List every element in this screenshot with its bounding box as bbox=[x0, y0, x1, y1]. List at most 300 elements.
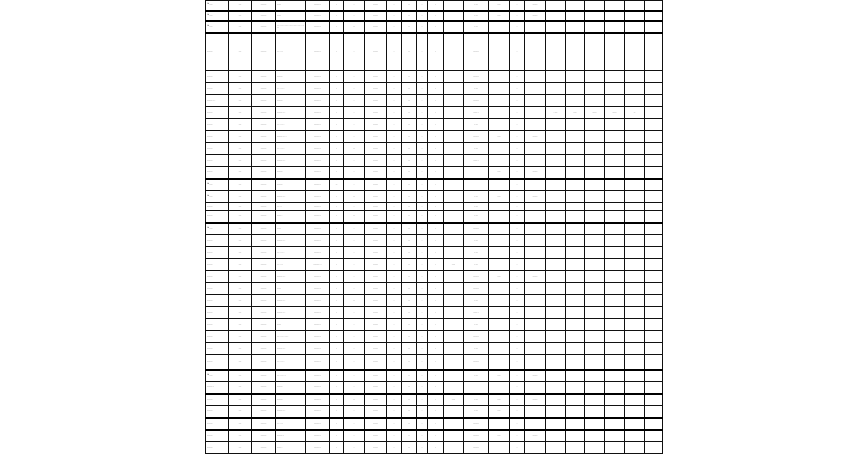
table-cell bbox=[444, 71, 464, 83]
table-cell: _ bbox=[417, 442, 428, 454]
table-cell: _______ _ bbox=[306, 370, 330, 382]
table-cell bbox=[444, 331, 464, 343]
table-cell: _ ___ bbox=[464, 191, 489, 203]
table-cell: _______ bbox=[252, 71, 276, 83]
table-cell bbox=[444, 370, 464, 382]
table-cell bbox=[525, 143, 546, 155]
table-cell: _______ bbox=[206, 271, 229, 283]
table-cell: _______ bbox=[206, 259, 229, 271]
table-cell bbox=[546, 95, 566, 107]
table-cell: _______ bbox=[252, 430, 276, 442]
table-cell: _______ _ bbox=[306, 155, 330, 167]
table-cell: _____ _ bbox=[464, 155, 489, 167]
table-cell: _ bbox=[387, 406, 402, 418]
table-cell: _______ bbox=[252, 167, 276, 179]
table-cell: _______ bbox=[252, 191, 276, 203]
table-cell: __ bbox=[402, 131, 417, 143]
table-cell: _ bbox=[417, 1, 428, 11]
table-cell: _ ___ bbox=[464, 406, 489, 418]
table-cell bbox=[625, 343, 645, 355]
table-cell bbox=[625, 271, 645, 283]
table-cell: ______ bbox=[365, 33, 387, 71]
table-cell: _ bbox=[387, 355, 402, 370]
table-cell: _ ___ bbox=[464, 21, 489, 33]
table-cell bbox=[585, 331, 605, 343]
table-cell bbox=[525, 307, 546, 319]
table-cell bbox=[585, 1, 605, 11]
table-cell: _ bbox=[387, 167, 402, 179]
table-cell: ______ bbox=[365, 331, 387, 343]
table-cell bbox=[625, 394, 645, 406]
table-cell: _______ bbox=[252, 1, 276, 11]
table-cell bbox=[525, 247, 546, 259]
table-cell: _ bbox=[510, 418, 525, 430]
data-table bbox=[205, 0, 663, 454]
table-cell: ______ bbox=[365, 430, 387, 442]
table-cell bbox=[605, 1, 625, 11]
table-cell: ______ bbox=[365, 155, 387, 167]
table-cell bbox=[489, 179, 510, 191]
table-cell: _______ bbox=[252, 179, 276, 191]
table-cell bbox=[625, 119, 645, 131]
table-cell bbox=[585, 307, 605, 319]
table-row bbox=[206, 319, 663, 331]
table-cell: _ bbox=[344, 71, 365, 83]
table-cell bbox=[605, 33, 625, 71]
table-cell: _ bbox=[428, 271, 444, 283]
table-cell bbox=[625, 83, 645, 95]
table-cell: _ bbox=[510, 143, 525, 155]
table-cell: _ bbox=[330, 143, 344, 155]
table-cell: _______ bbox=[252, 235, 276, 247]
table-cell: _______ bbox=[252, 319, 276, 331]
table-cell bbox=[625, 283, 645, 295]
table-row bbox=[206, 370, 663, 382]
table-cell: _ bbox=[428, 21, 444, 33]
table-cell: ___ bbox=[229, 179, 252, 191]
table-cell bbox=[625, 259, 645, 271]
table-cell: _______ bbox=[252, 271, 276, 283]
table-cell: _____ bbox=[276, 283, 306, 295]
table-cell bbox=[645, 331, 663, 343]
table-cell: __ bbox=[402, 235, 417, 247]
table-cell: _ bbox=[417, 235, 428, 247]
table-cell: _ _ _ _ _ bbox=[276, 259, 306, 271]
table-cell: _ bbox=[330, 394, 344, 406]
table-cell: _______ _ bbox=[306, 143, 330, 155]
table-cell: _ bbox=[428, 143, 444, 155]
table-cell bbox=[585, 430, 605, 442]
table-cell: _ bbox=[330, 355, 344, 370]
table-cell bbox=[605, 235, 625, 247]
table-cell: ____ bbox=[489, 1, 510, 11]
table-cell: _ ___ bbox=[546, 107, 566, 119]
table-cell: _ bbox=[330, 295, 344, 307]
table-cell: _ bbox=[510, 307, 525, 319]
table-cell bbox=[645, 406, 663, 418]
table-cell: _ bbox=[330, 211, 344, 223]
table-cell bbox=[566, 418, 585, 430]
table-cell bbox=[645, 223, 663, 235]
table-cell: _ bbox=[428, 95, 444, 107]
table-cell: _ bbox=[510, 406, 525, 418]
table-cell bbox=[585, 382, 605, 394]
table-cell: _______ bbox=[276, 95, 306, 107]
table-cell: _ bbox=[428, 191, 444, 203]
table-cell bbox=[525, 331, 546, 343]
table-cell bbox=[444, 355, 464, 370]
table-cell: Ld ____ bbox=[206, 370, 229, 382]
table-cell bbox=[546, 295, 566, 307]
table-cell: _ bbox=[510, 355, 525, 370]
table-cell bbox=[546, 382, 566, 394]
table-cell bbox=[566, 331, 585, 343]
table-cell: ___ bbox=[229, 211, 252, 223]
table-cell: _______ _ bbox=[306, 223, 330, 235]
table-cell: _______ _ bbox=[306, 71, 330, 83]
table-cell: ______ bbox=[365, 307, 387, 319]
table-cell: _ bbox=[428, 203, 444, 211]
table-cell: ______ bbox=[365, 319, 387, 331]
table-cell: _ bbox=[417, 247, 428, 259]
table-cell: _______ bbox=[464, 95, 489, 107]
table-cell bbox=[645, 107, 663, 119]
table-cell: Ld ____ bbox=[206, 223, 229, 235]
table-cell bbox=[585, 247, 605, 259]
table-cell: _____ bbox=[585, 107, 605, 119]
table-cell: _ bbox=[344, 119, 365, 131]
table-cell: _ bbox=[344, 442, 365, 454]
table-cell: _ bbox=[330, 307, 344, 319]
table-cell: _ bbox=[510, 394, 525, 406]
table-cell bbox=[585, 167, 605, 179]
table-cell: _______ bbox=[464, 283, 489, 295]
table-cell: _ bbox=[510, 331, 525, 343]
table-cell bbox=[585, 370, 605, 382]
table-cell bbox=[566, 370, 585, 382]
table-cell: _______ bbox=[206, 211, 229, 223]
table-cell bbox=[566, 143, 585, 155]
table-cell: ___ bbox=[229, 21, 252, 33]
table-cell: _______ bbox=[206, 155, 229, 167]
table-cell bbox=[525, 283, 546, 295]
table-cell: ______ bbox=[365, 442, 387, 454]
table-cell: _______ _ _ bbox=[276, 295, 306, 307]
table-cell: _______ bbox=[206, 131, 229, 143]
table-row bbox=[206, 406, 663, 418]
table-cell: ____ bbox=[566, 107, 585, 119]
table-cell: _ bbox=[387, 95, 402, 107]
table-cell bbox=[546, 394, 566, 406]
table-cell: _______ bbox=[206, 442, 229, 454]
table-cell: __ bbox=[402, 11, 417, 21]
table-cell: ____ bbox=[489, 394, 510, 406]
table-cell: ______ bbox=[525, 167, 546, 179]
table-row bbox=[206, 155, 663, 167]
table-cell: _______ _ bbox=[306, 211, 330, 223]
table-cell: _ bbox=[417, 179, 428, 191]
table-cell bbox=[645, 247, 663, 259]
table-cell bbox=[546, 179, 566, 191]
table-cell bbox=[585, 259, 605, 271]
table-cell: _ bbox=[510, 155, 525, 167]
table-cell: _______ _ bbox=[306, 1, 330, 11]
table-cell bbox=[566, 83, 585, 95]
table-cell: _ bbox=[330, 442, 344, 454]
table-cell bbox=[444, 21, 464, 33]
table-cell: _ bbox=[330, 343, 344, 355]
table-cell bbox=[444, 307, 464, 319]
table-cell bbox=[546, 71, 566, 83]
table-cell: _______ bbox=[206, 319, 229, 331]
table-cell: ______ bbox=[365, 119, 387, 131]
table-cell bbox=[525, 107, 546, 119]
table-cell bbox=[605, 211, 625, 223]
table-cell: _ bbox=[510, 382, 525, 394]
table-cell bbox=[605, 191, 625, 203]
table-cell: ___ bbox=[229, 319, 252, 331]
table-cell bbox=[625, 33, 645, 71]
table-cell: _______ bbox=[252, 307, 276, 319]
table-cell: _ bbox=[330, 331, 344, 343]
table-cell: __ bbox=[402, 203, 417, 211]
table-cell bbox=[546, 131, 566, 143]
table-cell: _ _ _ _ _ _ bbox=[276, 83, 306, 95]
table-cell: _ bbox=[387, 370, 402, 382]
table-cell: __ bbox=[402, 355, 417, 370]
table-cell bbox=[489, 95, 510, 107]
table-cell bbox=[625, 235, 645, 247]
table-cell: __ bbox=[330, 179, 344, 191]
table-cell: _ bbox=[387, 71, 402, 83]
table-cell: __ bbox=[402, 382, 417, 394]
table-cell: _______ bbox=[206, 355, 229, 370]
table-cell: _ bbox=[510, 370, 525, 382]
table-cell bbox=[645, 382, 663, 394]
table-cell: _______ bbox=[464, 71, 489, 83]
table-cell: _ bbox=[428, 295, 444, 307]
table-cell bbox=[605, 370, 625, 382]
table-cell bbox=[566, 203, 585, 211]
table-cell: _______ bbox=[252, 223, 276, 235]
table-cell bbox=[605, 131, 625, 143]
table-cell bbox=[444, 319, 464, 331]
table-cell: _ bbox=[387, 247, 402, 259]
table-cell: _ bbox=[510, 211, 525, 223]
table-cell: __ bbox=[402, 259, 417, 271]
table-cell: _ bbox=[330, 203, 344, 211]
table-cell bbox=[489, 71, 510, 83]
table-cell bbox=[525, 259, 546, 271]
table-cell bbox=[566, 355, 585, 370]
table-row bbox=[206, 382, 663, 394]
table-cell: _____ _ bbox=[276, 442, 306, 454]
table-cell: ______ bbox=[525, 271, 546, 283]
table-cell: ___ bbox=[229, 167, 252, 179]
table-cell bbox=[645, 1, 663, 11]
table-cell bbox=[625, 203, 645, 211]
table-cell: _ bbox=[417, 223, 428, 235]
table-cell: ______ bbox=[365, 143, 387, 155]
table-cell: _______ _ bbox=[306, 355, 330, 370]
table-cell bbox=[605, 331, 625, 343]
table-cell bbox=[546, 307, 566, 319]
table-row bbox=[206, 71, 663, 83]
table-cell bbox=[566, 394, 585, 406]
table-cell: _ bbox=[344, 203, 365, 211]
table-cell: _ bbox=[510, 223, 525, 235]
table-cell bbox=[546, 271, 566, 283]
table-cell bbox=[585, 418, 605, 430]
table-cell: _______ bbox=[252, 21, 276, 33]
table-cell: _______ bbox=[252, 418, 276, 430]
table-cell bbox=[444, 418, 464, 430]
table-cell: _______ _ bbox=[306, 271, 330, 283]
table-cell: _ bbox=[417, 83, 428, 95]
table-row bbox=[206, 211, 663, 223]
table-cell: _______ bbox=[206, 331, 229, 343]
table-cell bbox=[625, 95, 645, 107]
table-cell: _ bbox=[387, 259, 402, 271]
table-cell: ____ bbox=[444, 394, 464, 406]
table-cell: _______ _ bbox=[306, 167, 330, 179]
table-cell bbox=[566, 179, 585, 191]
table-cell: _ bbox=[344, 33, 365, 71]
table-cell bbox=[525, 211, 546, 223]
table-cell bbox=[625, 418, 645, 430]
table-cell bbox=[645, 33, 663, 71]
table-cell bbox=[605, 442, 625, 454]
table-cell bbox=[585, 295, 605, 307]
table-cell bbox=[625, 307, 645, 319]
table-cell bbox=[489, 203, 510, 211]
table-cell bbox=[585, 143, 605, 155]
table-cell: _______ bbox=[464, 442, 489, 454]
table-cell bbox=[566, 406, 585, 418]
table-cell bbox=[546, 430, 566, 442]
table-cell bbox=[605, 83, 625, 95]
table-cell: _ bbox=[510, 119, 525, 131]
table-cell bbox=[625, 331, 645, 343]
table-cell: _ bbox=[344, 271, 365, 283]
table-cell: __ bbox=[402, 107, 417, 119]
table-cell: ___ bbox=[229, 331, 252, 343]
table-cell bbox=[566, 1, 585, 11]
table-body bbox=[206, 1, 663, 454]
table-cell: _ bbox=[387, 11, 402, 21]
table-cell: ______ bbox=[365, 11, 387, 21]
table-cell: _ ___ bbox=[464, 247, 489, 259]
table-cell bbox=[605, 11, 625, 21]
table-cell bbox=[566, 119, 585, 131]
table-cell: _ _ _ _ _ _ _ _ _ _ _ _ _ _ _ _ _ _ _ _ _ _ _ bbox=[276, 21, 306, 33]
table-cell: _ bbox=[428, 331, 444, 343]
table-cell bbox=[645, 271, 663, 283]
table-cell: _ bbox=[510, 343, 525, 355]
table-cell: _ bbox=[344, 355, 365, 370]
table-cell: ___ bbox=[229, 370, 252, 382]
table-cell: ______ bbox=[365, 83, 387, 95]
table-cell bbox=[566, 71, 585, 83]
table-cell: __ bbox=[402, 167, 417, 179]
table-cell: _ _ _ _ _ _ bbox=[276, 247, 306, 259]
table-cell: _ bbox=[330, 33, 344, 71]
table-cell bbox=[464, 167, 489, 179]
table-cell: _______ _ _ _ bbox=[276, 131, 306, 143]
table-cell bbox=[585, 406, 605, 418]
table-cell bbox=[525, 406, 546, 418]
table-cell: ___ bbox=[229, 155, 252, 167]
table-cell: _ ___ bbox=[464, 319, 489, 331]
table-cell: _______ _ _ bbox=[276, 271, 306, 283]
table-cell bbox=[444, 235, 464, 247]
table-cell bbox=[625, 370, 645, 382]
table-row bbox=[206, 343, 663, 355]
table-cell: _ bbox=[387, 418, 402, 430]
table-cell: _ bbox=[330, 71, 344, 83]
table-cell: _ bbox=[387, 33, 402, 71]
table-row bbox=[206, 235, 663, 247]
table-cell: _______ _ bbox=[306, 406, 330, 418]
table-cell bbox=[546, 143, 566, 155]
table-cell: ___ bbox=[229, 394, 252, 406]
table-cell bbox=[645, 295, 663, 307]
table-cell bbox=[605, 119, 625, 131]
table-cell bbox=[489, 247, 510, 259]
table-cell: _ bbox=[387, 21, 402, 33]
table-cell: ______ bbox=[365, 283, 387, 295]
table-row bbox=[206, 223, 663, 235]
table-row bbox=[206, 295, 663, 307]
table-cell: _______ _ _ bbox=[276, 406, 306, 418]
table-cell bbox=[585, 271, 605, 283]
table-cell: ___ bbox=[229, 283, 252, 295]
table-cell: _______ bbox=[252, 95, 276, 107]
table-cell bbox=[489, 283, 510, 295]
table-cell: _ bbox=[510, 167, 525, 179]
table-cell: __ bbox=[402, 307, 417, 319]
table-cell bbox=[546, 155, 566, 167]
table-cell: __ bbox=[402, 33, 417, 71]
table-cell: _ bbox=[330, 370, 344, 382]
table-cell: _______ bbox=[252, 155, 276, 167]
table-cell: _ bbox=[387, 119, 402, 131]
table-cell bbox=[489, 382, 510, 394]
table-cell bbox=[444, 119, 464, 131]
table-cell: _______ bbox=[464, 418, 489, 430]
table-cell bbox=[585, 11, 605, 21]
table-cell: __ bbox=[402, 223, 417, 235]
table-cell: ______ bbox=[365, 235, 387, 247]
table-cell bbox=[645, 343, 663, 355]
table-row bbox=[206, 179, 663, 191]
table-row bbox=[206, 191, 663, 203]
table-cell bbox=[546, 191, 566, 203]
table-cell bbox=[625, 355, 645, 370]
table-cell: _ bbox=[510, 11, 525, 21]
table-cell: __ bbox=[402, 143, 417, 155]
table-cell: _ _ _ _ _ bbox=[276, 33, 306, 71]
table-cell: ___ bbox=[229, 119, 252, 131]
table-cell: _ ___ bbox=[464, 394, 489, 406]
table-cell bbox=[625, 191, 645, 203]
table-cell bbox=[566, 283, 585, 295]
table-cell: _______ _ bbox=[306, 331, 330, 343]
table-cell: _ bbox=[510, 131, 525, 143]
table-cell: ___ bbox=[229, 203, 252, 211]
table-cell: _______ bbox=[252, 259, 276, 271]
table-cell bbox=[625, 71, 645, 83]
